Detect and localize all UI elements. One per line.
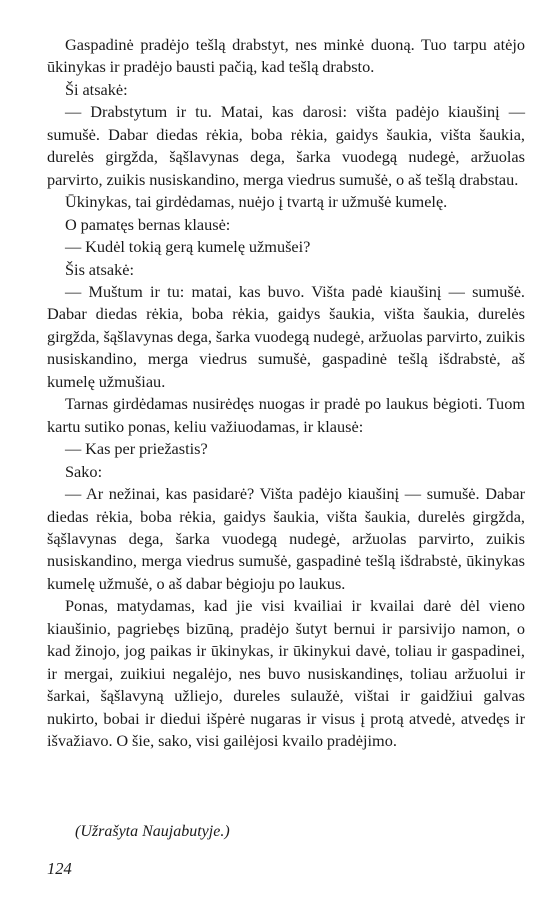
dialogue-paragraph: — Muštum ir tu: matai, kas buvo. Višta padė kiaušinį — sumušė. Dabar diedas rėkia, boba rėkia, gaidys šaukia, višta šaukia, durelės girgžda, šąšlavynas dega, šarka vuodegą nudegė, aržuolas parvirto, zuikis nusiskandino, merga viedrus sumušė, gaspadinė tešlą išdrabstė, aš kumelę užmušiau. xyxy=(47,281,525,391)
paragraph: Ši atsakė: xyxy=(65,79,128,99)
paragraph: Gaspadinė pradėjo tešlą drabstyt, nes minkė duoną. Tuo tarpu atėjo ūkinykas ir pradėjo bausti pačią, kad tešlą drabsto. xyxy=(47,35,525,77)
paragraph: O pamatęs bernas klausė: xyxy=(65,214,231,234)
page-number: 124 xyxy=(47,859,72,878)
paragraph: Sako: xyxy=(65,461,103,481)
paragraph: Šis atsakė: xyxy=(65,259,134,279)
dialogue-paragraph: — Drabstytum ir tu. Matai, kas darosi: višta padėjo kiaušinį — sumušė. Dabar diedas rėkia, boba rėkia, gaidys šaukia, višta šaukia, durelės girgžda, šąšlavynas dega, šarka vuodegą nudegė, aržuolas parvirto, zuikis nusiskandino, merga viedrus sumušė, o aš tešlą drabstau. xyxy=(47,102,525,189)
paragraph: Tarnas girdėdamas nusirėdęs nuogas ir pradė po laukus bėgioti. Tuom kartu sutiko ponas, keliu važiuodamas, ir klausė: xyxy=(47,394,525,436)
paragraph: Ponas, matydamas, kad jie visi kvailiai ir kvailai darė dėl vieno kiaušinio, pagriebęs bizūną, pradėjo šutyt bernui ir parsivijo namon, o kad žinojo, jog paikas ir ūkinykas, ir ūkinykui davė, toliau ir gaspadinei, ir mergai, zuikiui negalėjo, nes buvo nusiskandinęs, toliau aržuolui ir šarkai, šąšlavyną užliejo, dureles sulaužė, vištai ir gaidžiui galvas nukirto, bobai ir diedui išpėrė nugaras ir visus į protą atvedė, atvedęs ir išvažiavo. O šie, sako, visi gailėjosi kvailo pradėjimo. xyxy=(47,596,525,751)
dialogue-paragraph: — Kudėl tokią gerą kumelę užmušei? xyxy=(65,237,311,257)
dialogue-paragraph: — Kas per priežastis? xyxy=(65,439,208,459)
dialogue-paragraph: — Ar nežinai, kas pasidarė? Višta padėjo kiaušinį — sumušė. Dabar diedas rėkia, boba rėkia, gaidys šaukia, višta šaukia, durelės girgžda, šąšlavynas dega, šarka vuodegą nudegė, aržuolas parvirto, zuikis nusiskandino, merga viedrus sumušė, gaspadinė tešlą išdrabstė, ūkinykas kumelę užmušė, o aš dabar bėgioju po laukus. xyxy=(47,484,525,593)
source-note: (Užrašyta Naujabutyje.) xyxy=(75,823,230,840)
story-text xyxy=(47,34,525,753)
page-body xyxy=(47,34,525,753)
paragraph: Ūkinykas, tai girdėdamas, nuėjo į tvartą ir užmušė kumelę. xyxy=(65,192,448,212)
